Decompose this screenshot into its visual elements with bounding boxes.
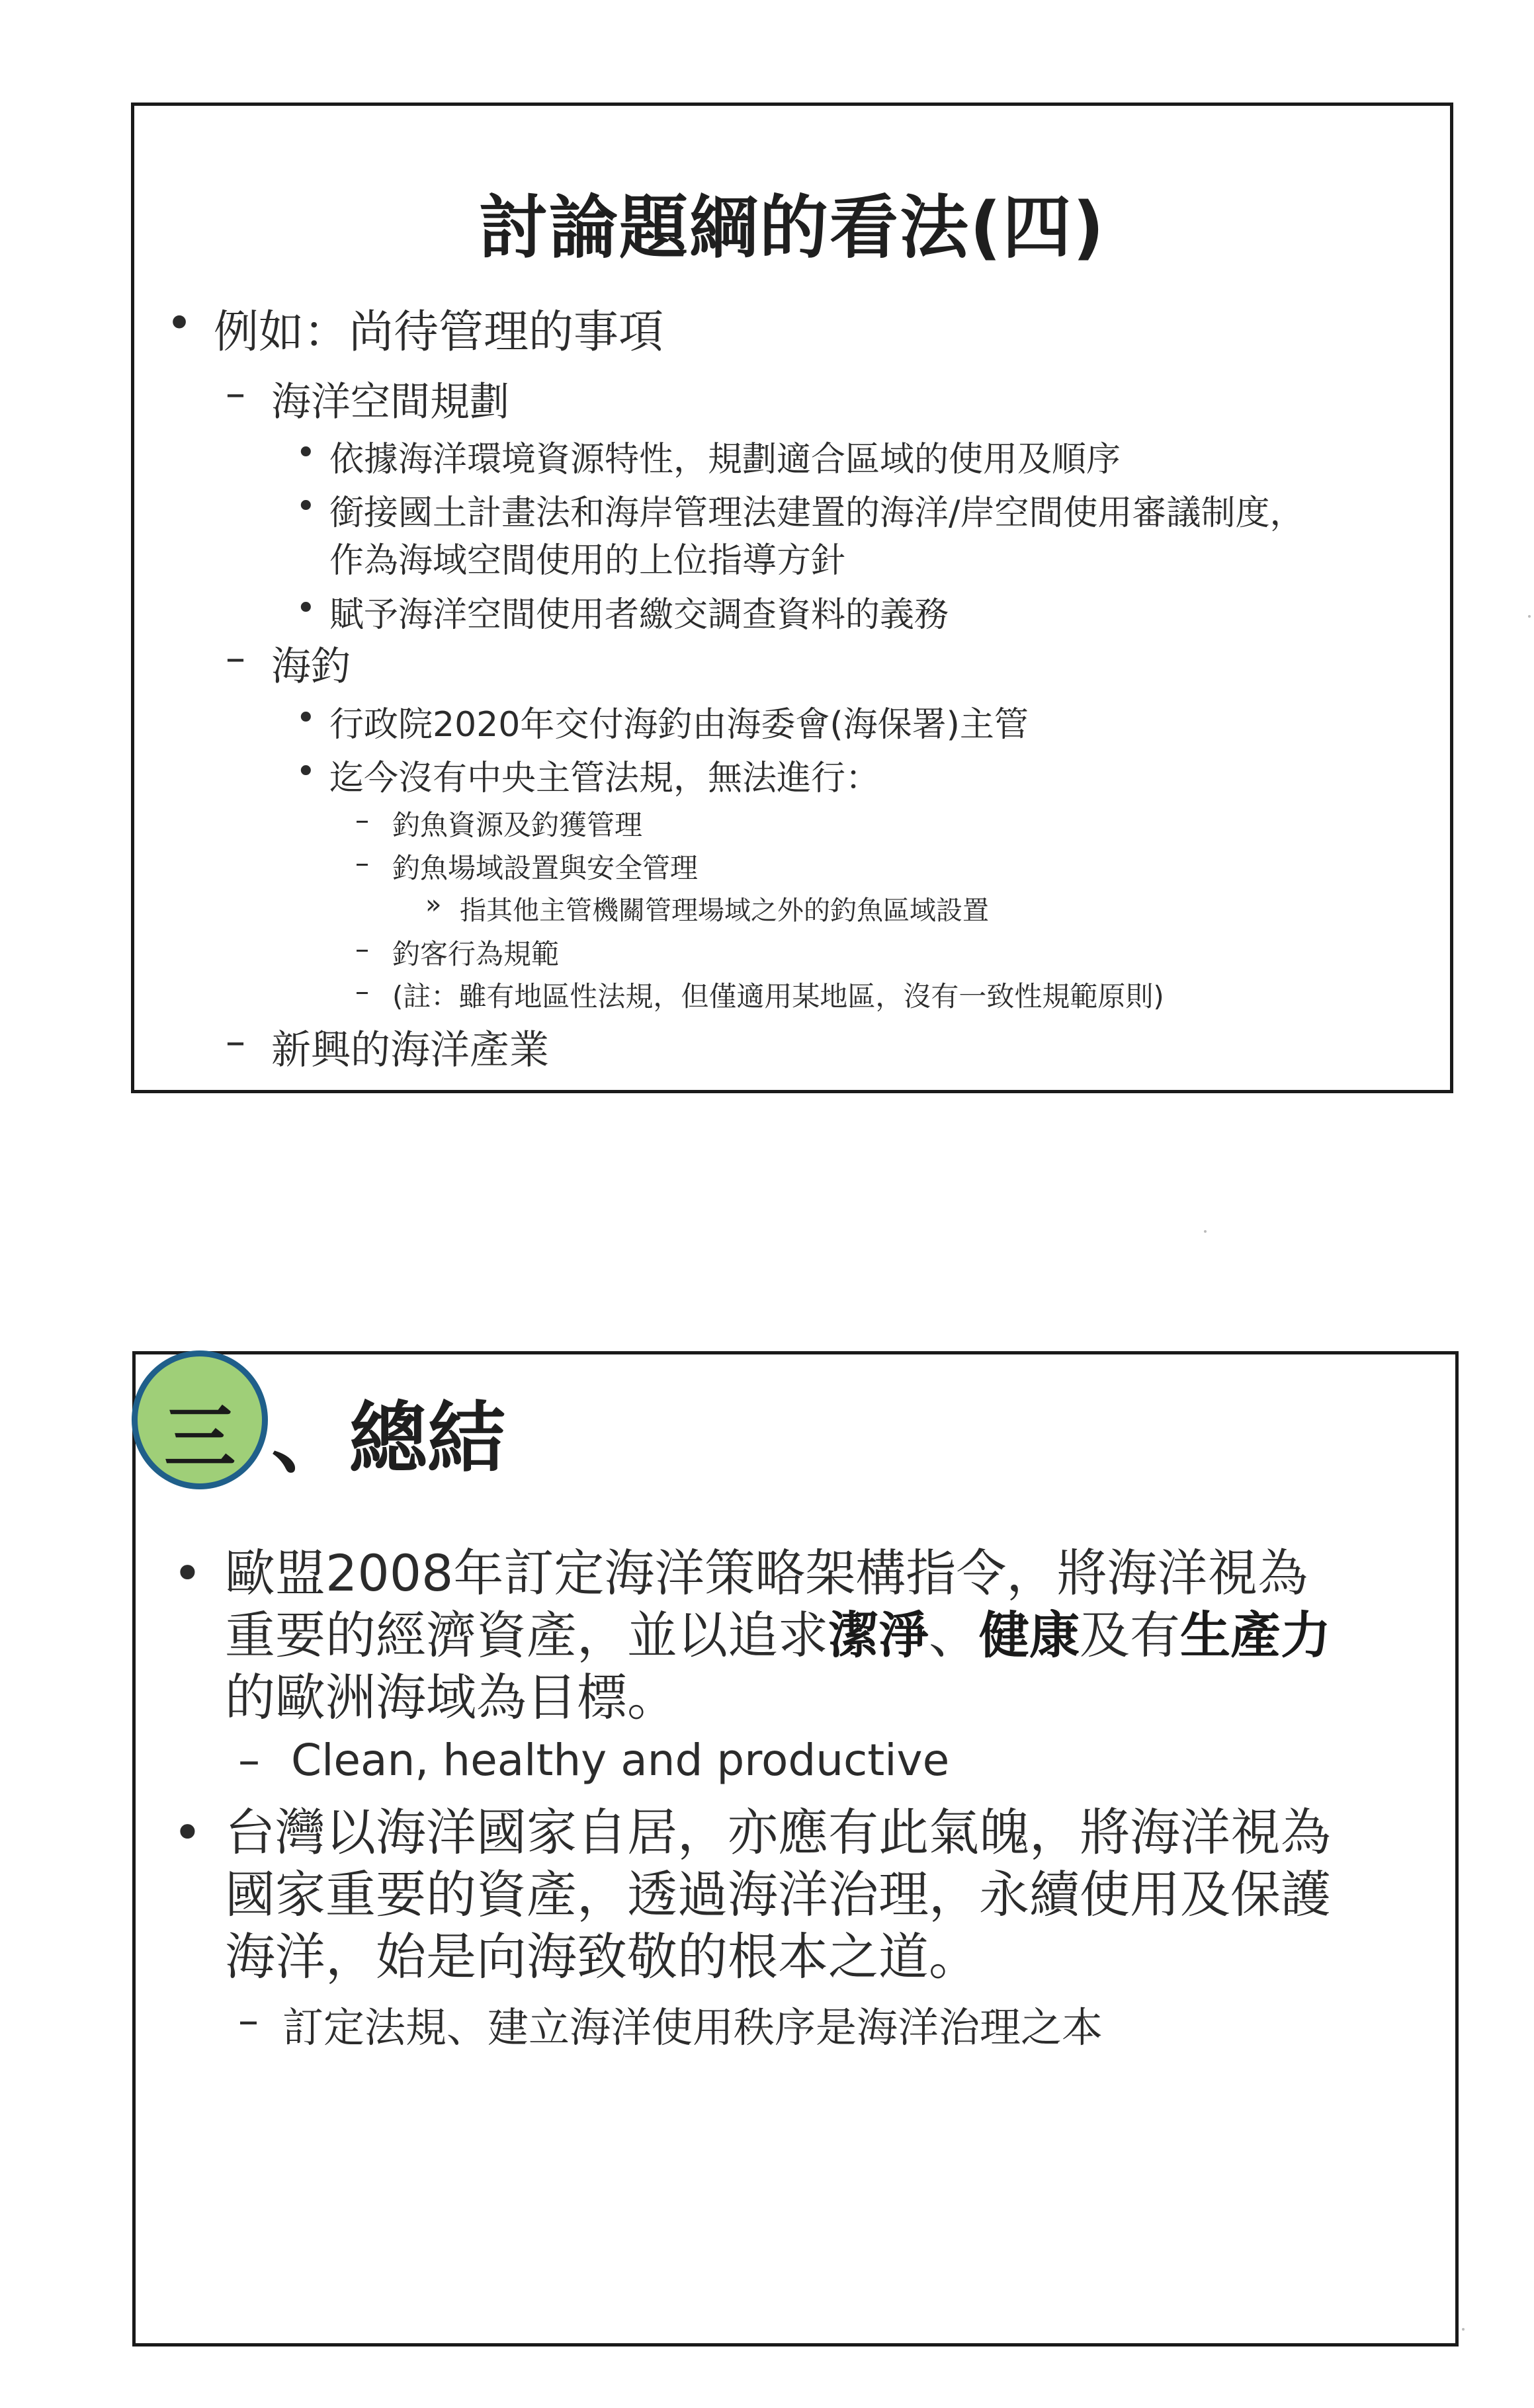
scan-speck	[1528, 615, 1531, 618]
badge-number: 三	[163, 1397, 235, 1479]
dash-marker: –	[238, 1735, 260, 1786]
paragraph-line: 台灣以海洋國家自居，亦應有此氣魄，將海洋視為	[225, 1803, 1331, 1862]
scan-speck	[1204, 1230, 1207, 1233]
dash-marker: –	[226, 635, 245, 681]
bullet-marker: •	[166, 298, 193, 350]
chevron-marker: »	[425, 890, 442, 920]
bullet-marker: •	[296, 752, 316, 792]
sub-item: 釣魚場域設置與安全管理	[392, 852, 699, 884]
list-item: 依據海洋環境資源特性，規劃適合區域的使用及順序	[329, 440, 1121, 479]
emphasis-productive: 生產力	[1180, 1606, 1331, 1665]
dash-marker: –	[238, 1996, 259, 2044]
bullet-marker: •	[296, 487, 316, 526]
dash-marker: –	[355, 804, 369, 836]
section-heading: 新興的海洋產業	[271, 1027, 549, 1073]
text-span: 重要的經濟資產，並以追求	[225, 1606, 828, 1665]
dash-marker: –	[355, 933, 369, 965]
bullet-marker: •	[296, 589, 316, 628]
list-item: 行政院2020年交付海釣由海委會(海保署)主管	[329, 705, 1029, 745]
sub-item-note: (註：雖有地區性法規，但僅適用某地區，沒有一致性規範原則)	[392, 980, 1164, 1013]
dash-marker: –	[355, 975, 369, 1007]
sub-sub-item: 指其他主管機關管理場域之外的釣魚區域設置	[460, 895, 989, 926]
sub-item: 釣客行為規範	[392, 938, 560, 970]
sub-point: 訂定法規、建立海洋使用秩序是海洋治理之本	[282, 2003, 1103, 2052]
sub-item: 釣魚資源及釣獲管理	[392, 809, 643, 841]
text-span: 及有	[1080, 1606, 1180, 1665]
paragraph-line: 海洋，始是向海致敬的根本之道。	[225, 1927, 979, 1986]
section-number-badge	[132, 1350, 268, 1489]
dash-marker: –	[226, 1018, 245, 1065]
bullet-marker: •	[173, 1803, 202, 1862]
main-bullet: 例如：尚待管理的事項	[214, 306, 664, 358]
section-heading: 海釣	[271, 644, 351, 690]
paragraph-line: 歐盟2008年訂定海洋策略架構指令，將海洋視為	[225, 1544, 1308, 1602]
dash-marker: –	[355, 847, 369, 879]
scan-speck	[1462, 2328, 1465, 2331]
list-item-continuation: 作為海域空間使用的上位指導方針	[329, 541, 846, 581]
bullet-marker: •	[173, 1544, 202, 1602]
dash-marker: –	[226, 370, 245, 417]
paragraph-line: 國家重要的資產，透過海洋治理，永續使用及保護	[225, 1865, 1331, 1924]
slide-title: 、總結	[271, 1393, 506, 1484]
slide-discussion-outline	[131, 103, 1453, 1093]
sub-point: Clean, healthy and productive	[291, 1735, 950, 1786]
list-item: 銜接國土計畫法和海岸管理法建置的海洋/岸空間使用審議制度，	[329, 493, 1304, 533]
list-item: 賦予海洋空間使用者繳交調查資料的義務	[329, 595, 949, 635]
slide-title: 討論題綱的看法(四)	[478, 187, 1106, 268]
bullet-marker: •	[296, 433, 316, 473]
paragraph-line: 的歐洲海域為目標。	[225, 1668, 677, 1727]
bullet-marker: •	[296, 698, 316, 738]
section-heading: 海洋空間規劃	[271, 379, 509, 425]
emphasis-clean: 潔淨	[828, 1606, 929, 1665]
list-item: 迄今沒有中央主管法規，無法進行：	[329, 759, 880, 798]
paragraph-line	[225, 1604, 1331, 1667]
emphasis-healthy: 健康	[979, 1606, 1080, 1665]
text-span: 、	[929, 1606, 979, 1665]
slide-summary	[132, 1351, 1459, 2346]
